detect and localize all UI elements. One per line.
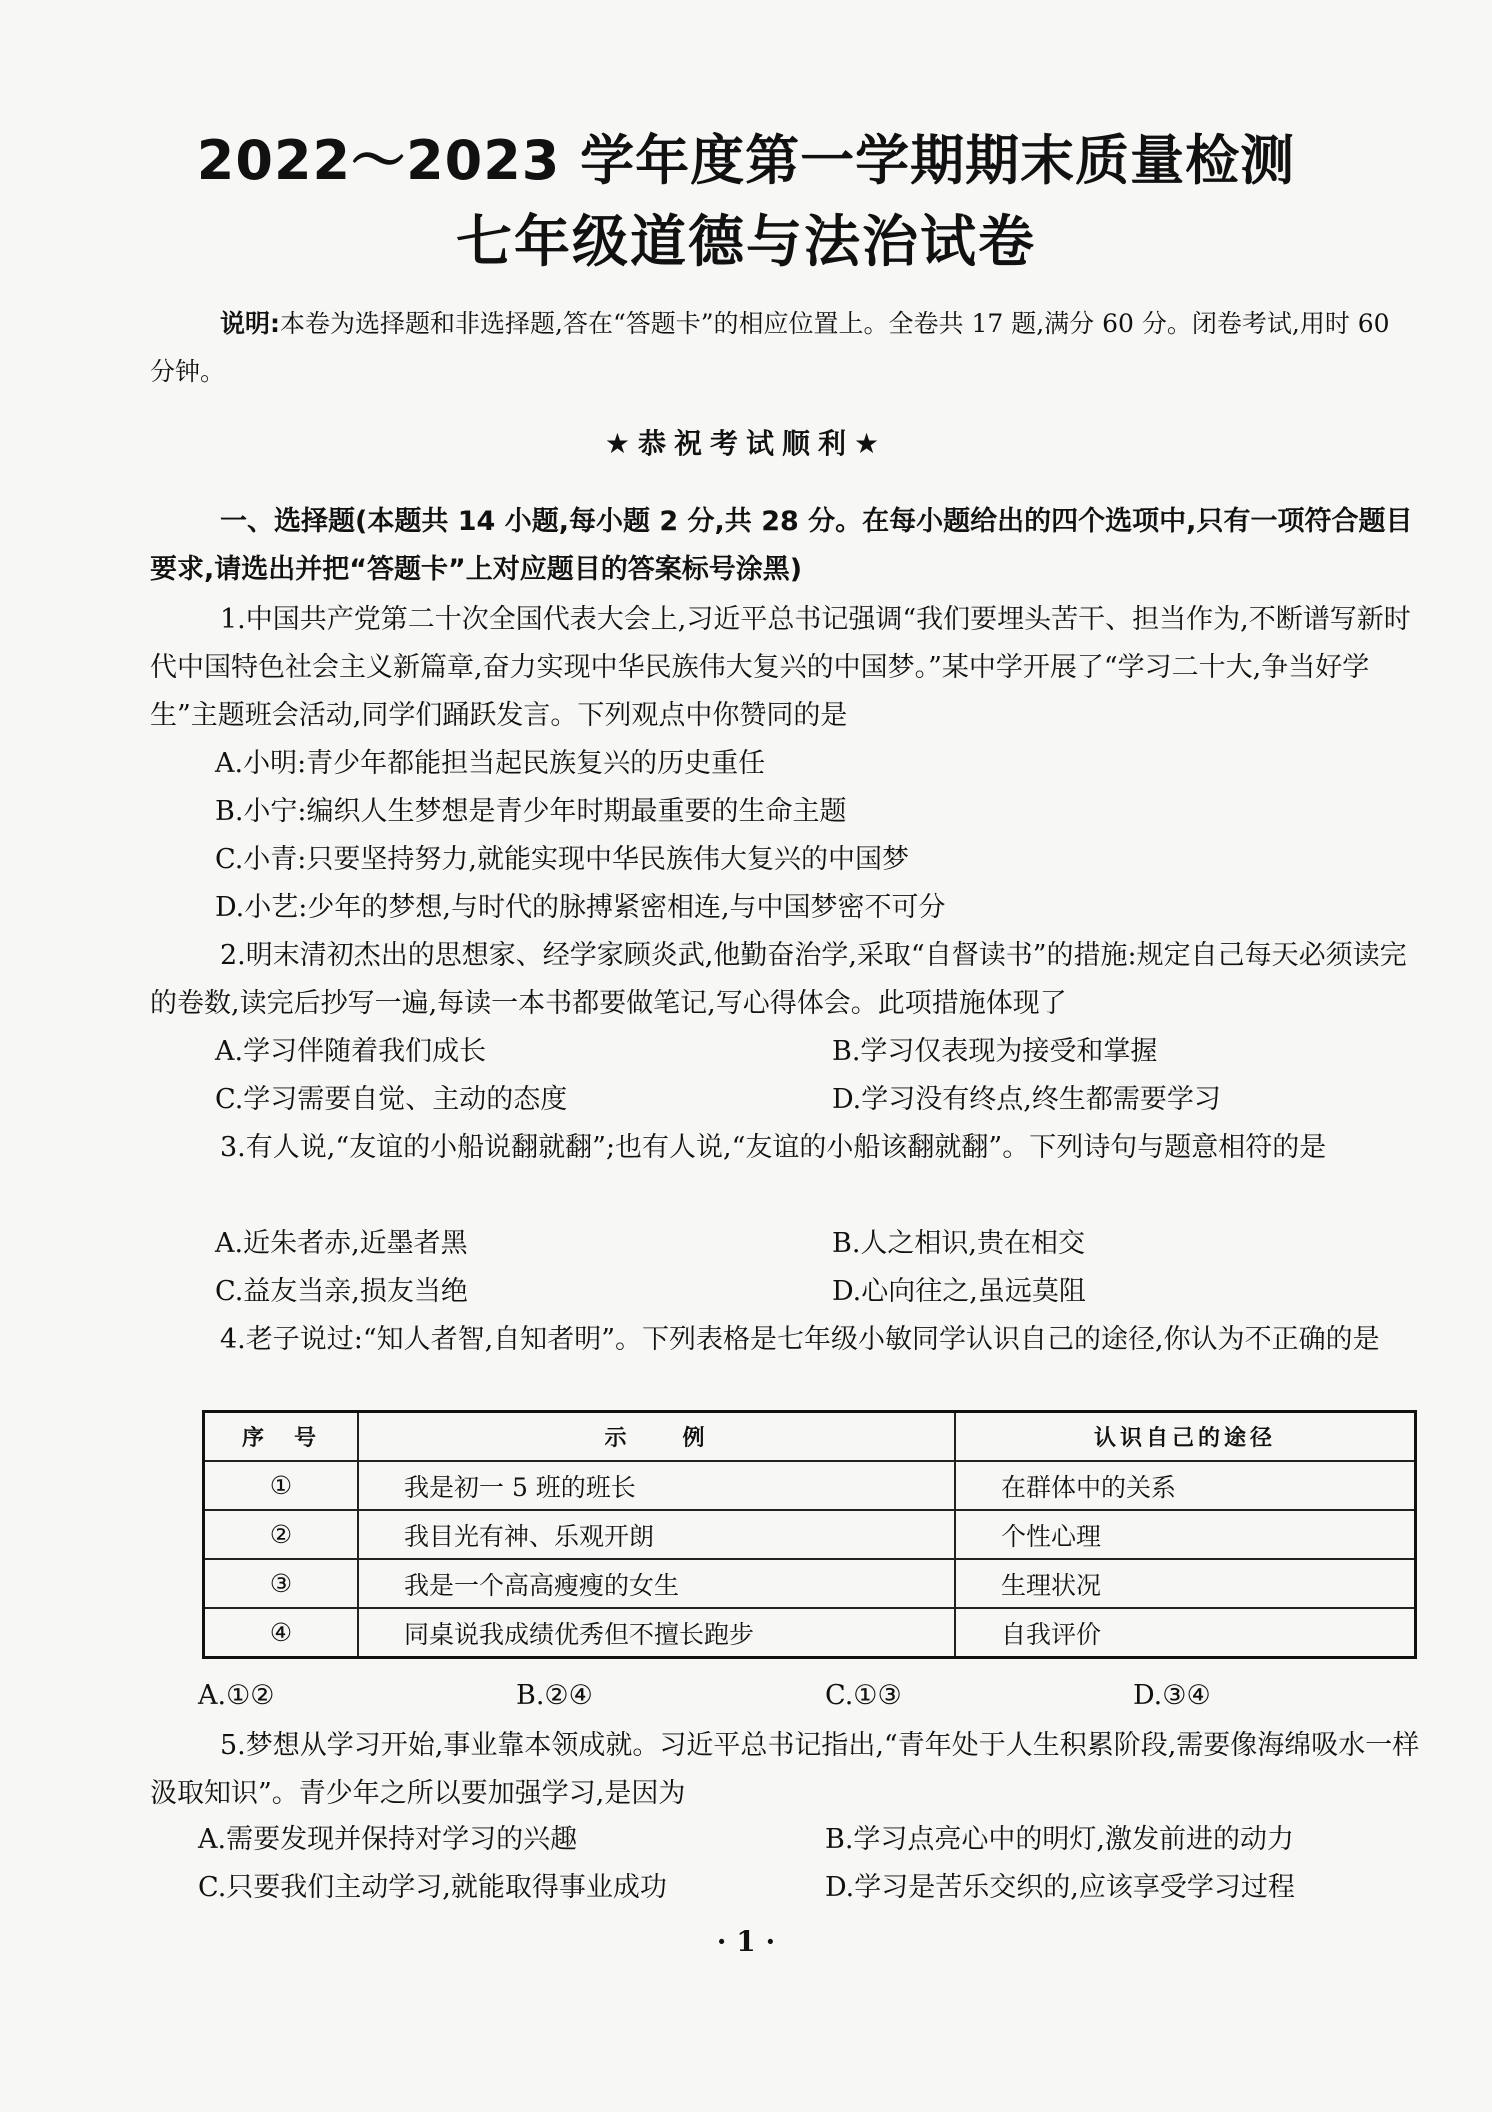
question-1-stem: 1.中国共产党第二十次全国代表大会上,习近平总书记强调“我们要埋头苦干、担当作为,不断谱写新时代中国特色社会主义新篇章,奋力实现中华民族伟大复兴的中国梦。”某中学开展了“学习二十大,争当好学生”主题班会活动,同学们踊跃发言。下列观点中你赞同的是 (150, 604, 1411, 731)
exam-title-line1: 2022～2023 学年度第一学期期末质量检测 (196, 129, 1296, 192)
question-2-option-a: A.学习伴随着我们成长 (215, 1036, 487, 1067)
table-header: 示 例 (358, 1412, 955, 1462)
table-cell: 我目光有神、乐观开朗 (358, 1510, 955, 1559)
instructions-text: 本卷为选择题和非选择题,答在“答题卡”的相应位置上。全卷共 17 题,满分 60 分。闭卷考试,用时 60 分钟。 (150, 309, 1390, 386)
table-header: 序 号 (204, 1412, 359, 1462)
question-2-option-d: D.学习没有终点,终生都需要学习 (832, 1084, 1221, 1115)
question-1-option-a: A.小明:青少年都能担当起民族复兴的历史重任 (215, 748, 766, 779)
question-3-option-b: B.人之相识,贵在相交 (832, 1228, 1086, 1259)
section1-heading: 一、选择题(本题共 14 小题,每小题 2 分,共 28 分。在每小题给出的四个选项中,只有一项符合题目要求,请选出并把“答题卡”上对应题目的答案标号涂黑) (150, 506, 1413, 585)
question-1-option-b: B.小宁:编织人生梦想是青少年时期最重要的生命主题 (215, 796, 847, 827)
table-cell: 生理状况 (955, 1559, 1416, 1608)
table-cell: ④ (204, 1608, 359, 1658)
good-luck-banner: ★恭祝考试顺利★ (604, 427, 888, 460)
question-5-option-a: A.需要发现并保持对学习的兴趣 (198, 1824, 578, 1855)
table-cell: 同桌说我成绩优秀但不擅长跑步 (358, 1608, 955, 1658)
table-cell: 个性心理 (955, 1510, 1416, 1559)
table-row (204, 1608, 1416, 1658)
question-3-stem: 3.有人说,“友谊的小船说翻就翻”;也有人说,“友谊的小船该翻就翻”。下列诗句与题意相符的是 (220, 1132, 1327, 1163)
question-5-stem: 5.梦想从学习开始,事业靠本领成就。习近平总书记指出,“青年处于人生积累阶段,需要像海绵吸水一样汲取知识”。青少年之所以要加强学习,是因为 (150, 1730, 1420, 1809)
table-row (204, 1559, 1416, 1608)
instructions (150, 300, 1420, 396)
question-3-option-a: A.近朱者赤,近墨者黑 (215, 1228, 468, 1259)
question-1-option-d: D.小艺:少年的梦想,与时代的脉搏紧密相连,与中国梦密不可分 (215, 892, 946, 923)
question-3-option-c: C.益友当亲,损友当绝 (215, 1276, 468, 1307)
table-cell: 在群体中的关系 (955, 1461, 1416, 1510)
question-2-stem: 2.明末清初杰出的思想家、经学家顾炎武,他勤奋治学,采取“自督读书”的措施:规定自己每天必须读完的卷数,读完后抄写一遍,每读一本书都要做笔记,写心得体会。此项措施体现了 (150, 940, 1407, 1019)
table-cell: 自我评价 (955, 1608, 1416, 1658)
exam-title-line2: 七年级道德与法治试卷 (456, 210, 1036, 275)
instructions-label: 说明: (220, 309, 280, 338)
table-header-row (204, 1412, 1416, 1462)
table-cell: ② (204, 1510, 359, 1559)
question-4-option-d: D.③④ (1133, 1680, 1211, 1711)
question-4-option-c: C.①③ (825, 1680, 902, 1711)
table-row (204, 1461, 1416, 1510)
question-3-option-d: D.心向往之,虽远莫阻 (832, 1276, 1086, 1307)
question-4-option-b: B.②④ (516, 1680, 593, 1711)
table-cell: ③ (204, 1559, 359, 1608)
table-cell: ① (204, 1461, 359, 1510)
question-4-option-a: A.①② (198, 1680, 275, 1711)
question-2-option-b: B.学习仅表现为接受和掌握 (832, 1036, 1158, 1067)
page-number: · 1 · (716, 1925, 776, 1958)
question-5-option-d: D.学习是苦乐交织的,应该享受学习过程 (825, 1872, 1295, 1903)
table-row (204, 1510, 1416, 1559)
question-4-table (202, 1410, 1417, 1659)
question-5-option-c: C.只要我们主动学习,就能取得事业成功 (198, 1872, 667, 1903)
question-5-option-b: B.学习点亮心中的明灯,激发前进的动力 (825, 1824, 1295, 1855)
table-cell: 我是一个高高瘦瘦的女生 (358, 1559, 955, 1608)
table-cell: 我是初一 5 班的班长 (358, 1461, 955, 1510)
question-4-stem: 4.老子说过:“知人者智,自知者明”。下列表格是七年级小敏同学认识自己的途径,你认为不正确的是 (220, 1324, 1380, 1355)
table-header: 认识自己的途径 (955, 1412, 1416, 1462)
question-2-option-c: C.学习需要自觉、主动的态度 (215, 1084, 568, 1115)
question-1-option-c: C.小青:只要坚持努力,就能实现中华民族伟大复兴的中国梦 (215, 844, 909, 875)
